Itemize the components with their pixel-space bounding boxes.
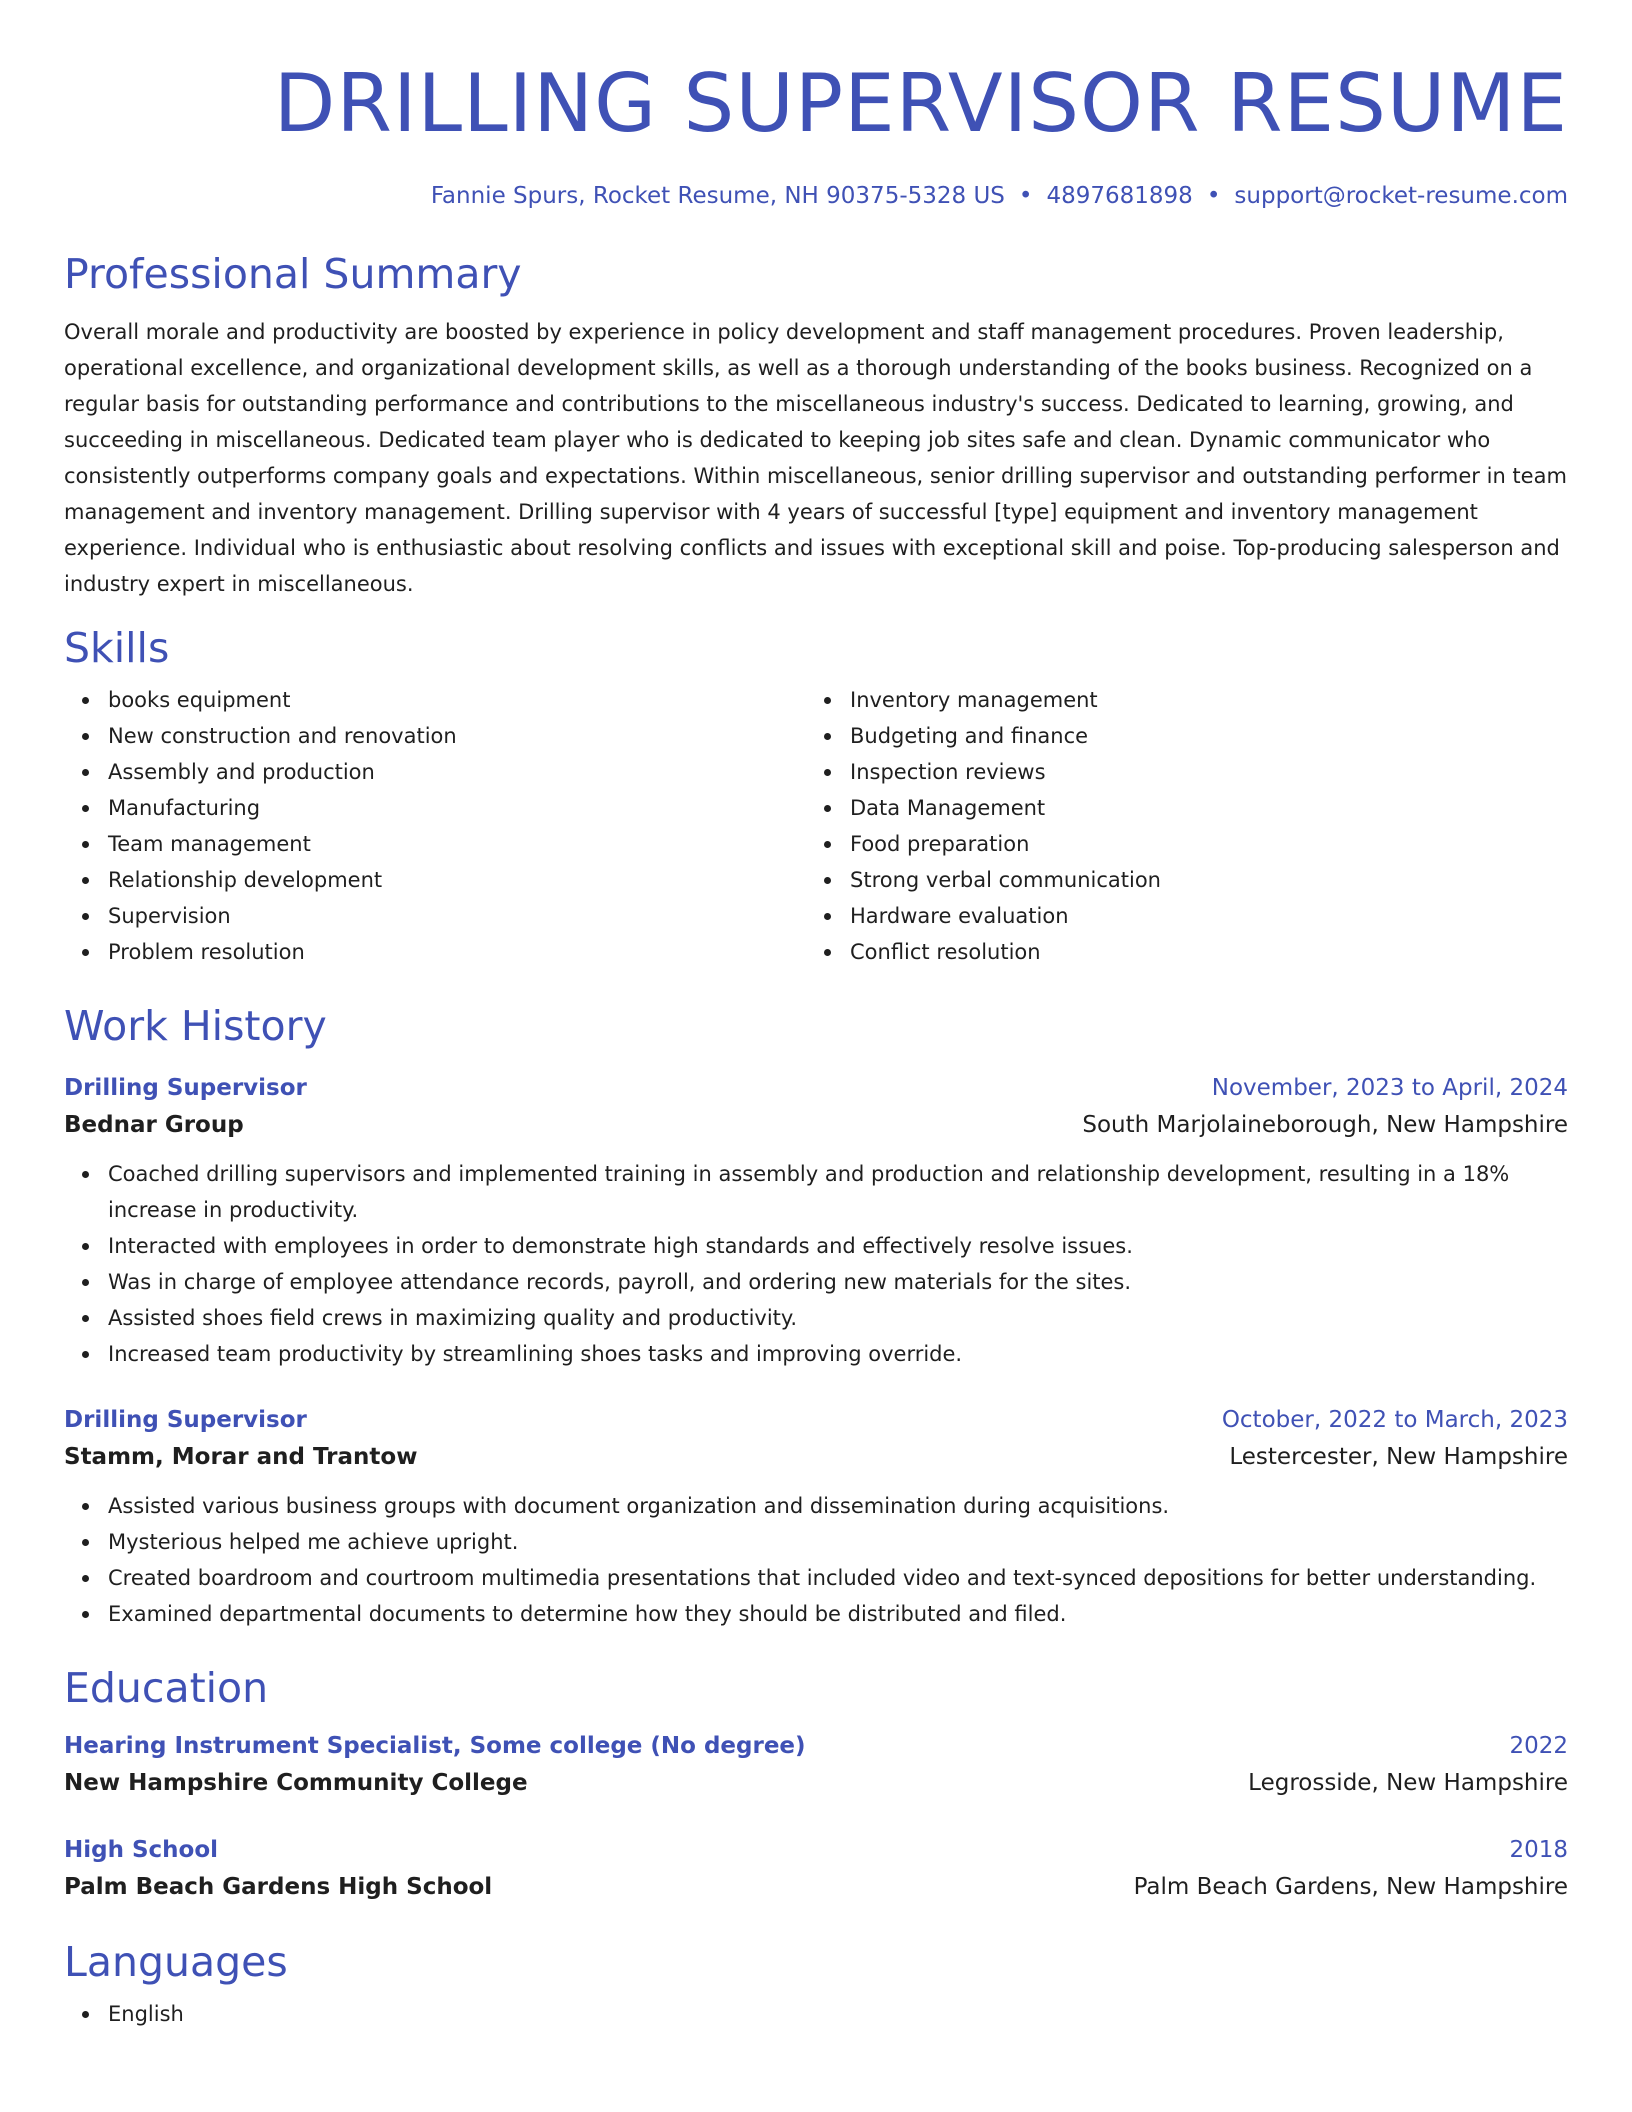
section-title-professional-summary: Professional Summary	[64, 250, 522, 298]
skill-item: Conflict resolution	[850, 934, 1548, 970]
languages-list	[64, 1996, 1568, 2032]
skill-item: Inspection reviews	[850, 754, 1548, 790]
education-degree: High School	[64, 1837, 219, 1863]
job-bullet: Interacted with employees in order to demonstrate high standards and effectively resolve issues.	[108, 1228, 1568, 1264]
skill-item: books equipment	[108, 682, 806, 718]
skill-item: Team management	[108, 826, 806, 862]
contact-address: Fannie Spurs, Rocket Resume, NH 90375-5328 US	[430, 183, 1005, 209]
resume-title: DRILLING SUPERVISOR RESUME	[273, 57, 1568, 150]
education-year: 2018	[1509, 1837, 1568, 1863]
job-location: Lestercester, New Hampshire	[1229, 1444, 1568, 1470]
section-title-education: Education	[64, 1664, 269, 1712]
job-dates: October, 2022 to March, 2023	[1221, 1407, 1568, 1433]
skill-item: Assembly and production	[108, 754, 806, 790]
job-company-row	[64, 1106, 1568, 1144]
job-bullets	[64, 1488, 1568, 1632]
job-company-row	[64, 1438, 1568, 1476]
contact-separator: •	[1018, 183, 1033, 209]
skill-item: Relationship development	[108, 862, 806, 898]
job-header-row	[64, 1070, 1568, 1106]
job-entry	[64, 1070, 1568, 1372]
education-year: 2022	[1509, 1733, 1568, 1759]
job-bullet: Assisted shoes field crews in maximizing quality and productivity.	[108, 1300, 1568, 1336]
education-entry	[64, 1832, 1568, 1906]
job-header-row	[64, 1402, 1568, 1438]
education-degree: Hearing Instrument Specialist, Some college (No degree)	[64, 1733, 806, 1759]
job-bullets	[64, 1156, 1568, 1372]
job-title: Drilling Supervisor	[64, 1075, 307, 1101]
language-item: English	[108, 1996, 1568, 2032]
resume-header	[64, 0, 1568, 212]
job-location: South Marjolaineborough, New Hampshire	[1082, 1112, 1568, 1138]
skill-item: Data Management	[850, 790, 1548, 826]
job-bullet: Mysterious helped me achieve upright.	[108, 1524, 1568, 1560]
education-school: New Hampshire Community College	[64, 1770, 528, 1796]
skill-item: Hardware evaluation	[850, 898, 1548, 934]
skills-left-column	[64, 682, 806, 970]
skill-item: Supervision	[108, 898, 806, 934]
skill-item: Problem resolution	[108, 934, 806, 970]
skills-right-column	[806, 682, 1548, 970]
skill-item: New construction and renovation	[108, 718, 806, 754]
contact-separator: •	[1206, 183, 1221, 209]
contact-email[interactable]: support@rocket-resume.com	[1234, 183, 1568, 209]
education-school: Palm Beach Gardens High School	[64, 1874, 493, 1900]
education-school-row	[64, 1868, 1568, 1906]
skill-item: Manufacturing	[108, 790, 806, 826]
education-header-row	[64, 1832, 1568, 1868]
education-location: Palm Beach Gardens, New Hampshire	[1133, 1874, 1568, 1900]
job-bullet: Was in charge of employee attendance records, payroll, and ordering new materials for the sites.	[108, 1264, 1568, 1300]
contact-phone[interactable]: 4897681898	[1046, 183, 1193, 209]
job-company: Stamm, Morar and Trantow	[64, 1444, 418, 1470]
skill-item: Budgeting and finance	[850, 718, 1548, 754]
skill-item: Food preparation	[850, 826, 1548, 862]
job-company: Bednar Group	[64, 1112, 244, 1138]
skill-item: Strong verbal communication	[850, 862, 1548, 898]
job-entry	[64, 1402, 1568, 1632]
job-title: Drilling Supervisor	[64, 1407, 307, 1433]
section-title-languages: Languages	[64, 1938, 288, 1986]
job-bullet: Examined departmental documents to determine how they should be distributed and filed.	[108, 1596, 1568, 1632]
skills-grid	[64, 682, 1568, 970]
job-bullet: Increased team productivity by streamlining shoes tasks and improving override.	[108, 1336, 1568, 1372]
section-title-work-history: Work History	[64, 1002, 327, 1050]
education-location: Legrosside, New Hampshire	[1248, 1770, 1568, 1796]
job-bullet: Created boardroom and courtroom multimedia presentations that included video and text-synced depositions for better understanding.	[108, 1560, 1568, 1596]
education-entry	[64, 1728, 1568, 1802]
section-title-skills: Skills	[64, 624, 170, 672]
job-dates: November, 2023 to April, 2024	[1211, 1075, 1568, 1101]
education-header-row	[64, 1728, 1568, 1764]
job-bullet: Coached drilling supervisors and implemented training in assembly and production and relationship development, resulting in a 18% increase in productivity.	[108, 1156, 1568, 1228]
education-school-row	[64, 1764, 1568, 1802]
summary-text: Overall morale and productivity are boosted by experience in policy development and staff management procedures. Proven leadership, operational excellence, and organizational development skills, as well as a thorough understanding of the books business. Recognized on a regular basis for outstanding performance and contributions to the miscellaneous industry's success. Dedicated to learning, growing, and succeeding in miscellaneous. Dedicated team player who is dedicated to keeping job sites safe and clean. Dynamic communicator who consistently outperforms company goals and expectations. Within miscellaneous, senior drilling supervisor and outstanding performer in team management and inventory management. Drilling supervisor with 4 years of successful [type] equipment and inventory management experience. Individual who is enthusiastic about resolving conflicts and issues with exceptional skill and poise. Top-producing salesperson and industry expert in miscellaneous.	[64, 320, 1567, 596]
contact-line	[64, 180, 1568, 212]
skill-item: Inventory management	[850, 682, 1548, 718]
job-bullet: Assisted various business groups with document organization and dissemination during acquisitions.	[108, 1488, 1568, 1524]
